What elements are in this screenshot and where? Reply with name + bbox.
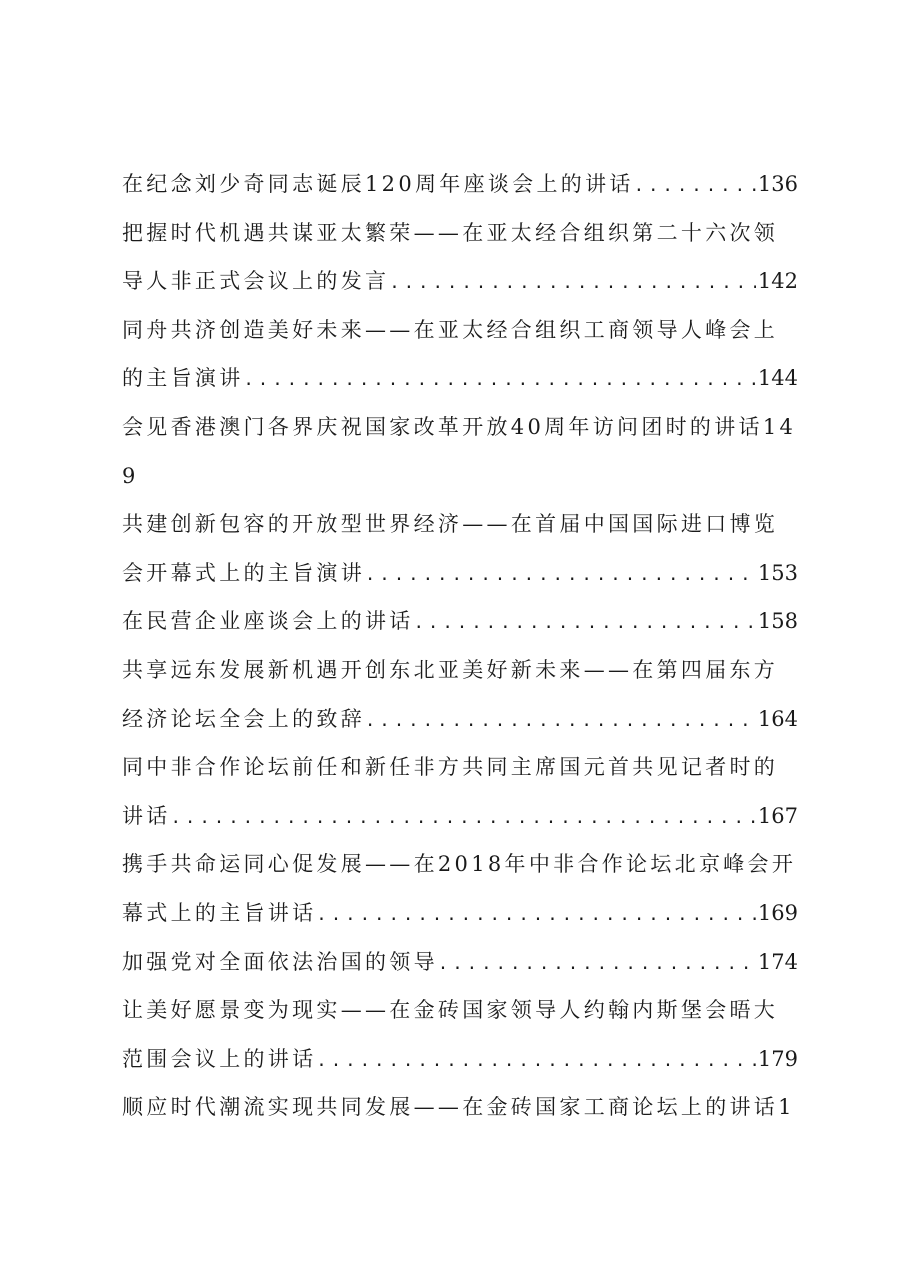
toc-entry-page: 153 xyxy=(757,560,798,585)
toc-entry-page: 158 xyxy=(757,609,798,634)
toc-entry xyxy=(122,354,798,403)
toc-entry-title: 加强党对全面依法治国的领导 xyxy=(122,949,438,974)
toc-entry-page: 164 xyxy=(757,706,798,731)
toc-entry xyxy=(122,938,798,987)
toc-entry-title: 导人非正式会议上的发言 xyxy=(122,269,390,294)
toc-entry-page: 179 xyxy=(757,1046,798,1071)
toc-entry xyxy=(122,597,798,646)
toc-entry-title: 的主旨演讲 xyxy=(122,366,244,391)
dot-leader xyxy=(365,551,756,598)
toc-entry-title-line: 会见香港澳门各界庆祝国家改革开放40周年访问团时的讲话14 xyxy=(122,414,797,439)
toc-entry-page: 169 xyxy=(757,900,798,925)
dot-leader xyxy=(244,356,756,403)
toc-entry-title-line: 同中非合作论坛前任和新任非方共同主席国元首共见记者时的 xyxy=(122,755,779,780)
toc-entry-title: 在纪念刘少奇同志诞辰120周年座谈会上的讲话 xyxy=(122,172,634,196)
dot-leader xyxy=(389,259,756,306)
toc-entry-title: 讲话 xyxy=(122,803,171,828)
toc-entry xyxy=(122,160,798,209)
toc-entry-title-line: 把握时代机遇共谋亚太繁荣——在亚太经合组织第二十六次领 xyxy=(122,220,779,245)
toc-entry-title: 经济论坛全会上的致辞 xyxy=(122,706,365,731)
toc-entry-page: 142 xyxy=(757,269,798,294)
toc-entry-title-line: 9 xyxy=(122,463,139,488)
toc-entry-page: 144 xyxy=(757,366,798,391)
toc-entry-page: 174 xyxy=(757,949,798,974)
dot-leader xyxy=(634,162,756,209)
toc-entry xyxy=(122,889,798,938)
toc-entry xyxy=(122,549,798,598)
toc-entry-page: 136 xyxy=(757,172,798,196)
toc-entry-title-line: 同舟共济创造美好未来——在亚太经合组织工商领导人峰会上 xyxy=(122,317,779,342)
toc-entry-title: 幕式上的主旨讲话 xyxy=(122,900,317,925)
toc-entry xyxy=(122,695,798,744)
toc-entry-title: 在民营企业座谈会上的讲话 xyxy=(122,609,414,634)
dot-leader xyxy=(438,940,756,987)
toc-entry-title: 范围会议上的讲话 xyxy=(122,1046,317,1071)
toc-entry-title-line: 顺应时代潮流实现共同发展——在金砖国家工商论坛上的讲话1 xyxy=(122,1095,795,1120)
toc-entry-title-line: 携手共命运同心促发展——在2018年中非合作论坛北京峰会开 xyxy=(122,852,797,877)
dot-leader xyxy=(316,1037,756,1084)
toc-entry-title: 会开幕式上的主旨演讲 xyxy=(122,560,365,585)
dot-leader xyxy=(365,697,756,744)
dot-leader xyxy=(414,599,756,646)
toc-entry-title-line: 让美好愿景变为现实——在金砖国家领导人约翰内斯堡会晤大 xyxy=(122,998,779,1023)
table-of-contents xyxy=(122,160,798,1132)
toc-entry xyxy=(122,257,798,306)
toc-entry xyxy=(122,1035,798,1084)
toc-entry-title-line: 共建创新包容的开放型世界经济——在首届中国国际进口博览 xyxy=(122,512,779,537)
toc-entry xyxy=(122,792,798,841)
toc-entry-title-line: 共享远东发展新机遇开创东北亚美好新未来——在第四届东方 xyxy=(122,657,779,682)
dot-leader xyxy=(316,891,756,938)
toc-entry-page: 167 xyxy=(757,803,798,828)
dot-leader xyxy=(171,794,756,841)
